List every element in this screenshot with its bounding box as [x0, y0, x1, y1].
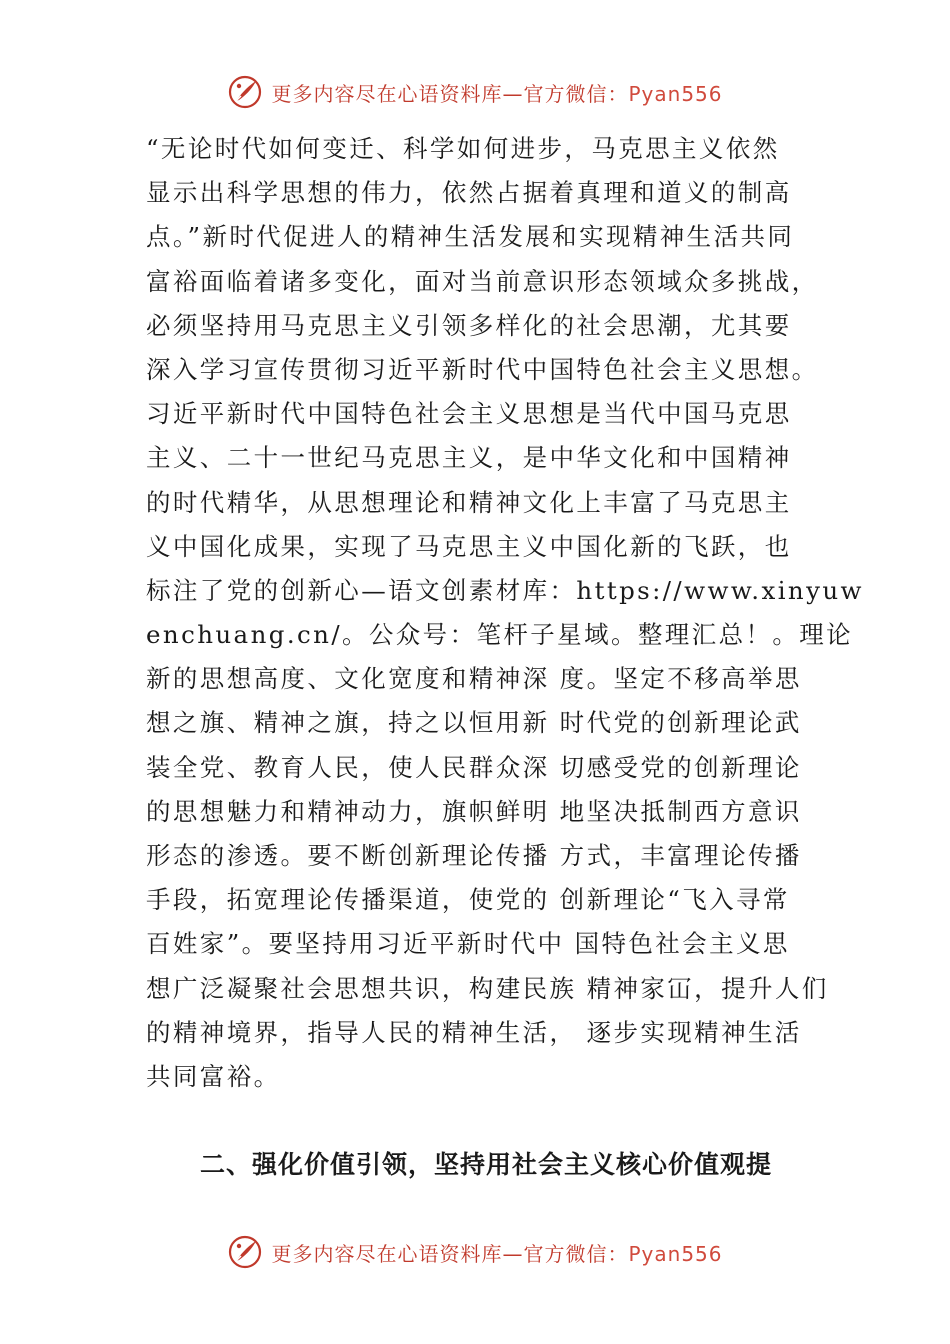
section-heading: 二、强化价值引领，坚持用社会主义核心价值观提 — [200, 1150, 773, 1179]
text-line: “无论时代如何变迁、科学如何进步，马克思主义依然 — [146, 134, 780, 163]
text-line: 想之旗、精神之旗，持之以恒用新 时代党的创新理论武 — [146, 708, 802, 738]
text-line: 共同富裕。 — [146, 1061, 281, 1091]
text-line: 义中国化成果，实现了马克思主义中国化新的飞跃，也 — [146, 531, 792, 561]
text-line: 标注了党的创新心—语文创素材库：https://www.xinyuw — [146, 575, 864, 605]
footer-banner-text: 更多内容尽在心语资料库—官方微信：Pyan556 — [271, 1241, 723, 1266]
text-line: 装全党、教育人民，使人民群众深 切感受党的创新理论 — [146, 752, 802, 782]
text-line: 形态的渗透。要不断创新理论传播 方式，丰富理论传播 — [146, 841, 802, 870]
text-line: 深入学习宣传贯彻习近平新时代中国特色社会主义思想。 — [146, 354, 819, 384]
header-banner — [0, 70, 950, 114]
text-line: 新的思想高度、文化宽度和精神深 度。坚定不移高举思 — [146, 664, 802, 694]
body-paragraph — [146, 127, 864, 1099]
footer-banner — [0, 1230, 950, 1274]
text-line: 想广泛凝聚社会思想共识，构建民族 精神家冚，提升人们 — [146, 973, 829, 1003]
feather-pen-logo-icon — [227, 74, 263, 110]
text-line: 主义、二十一世纪马克思主义，是中华文化和中国精神 — [146, 443, 792, 473]
text-line: 百姓家”。要坚持用习近平新时代中 国特色社会主义思 — [146, 929, 790, 959]
text-line: 点。”新时代促进人的精神生活发展和实现精神生活共同 — [146, 222, 795, 252]
header-banner-text: 更多内容尽在心语资料库—官方微信：Pyan556 — [271, 81, 723, 106]
text-line: 习近平新时代中国特色社会主义思想是当代中国马克思 — [146, 399, 792, 429]
text-line: 必须坚持用马克思主义引领多样化的社会思潮，尤其要 — [146, 310, 792, 340]
text-line: enchuang.cn/。公众号：笔杆子星域。整理汇总！。理论 — [146, 620, 854, 650]
text-line: 的思想魅力和精神动力，旗帜鲜明 地坚决抵制西方意识 — [146, 796, 802, 826]
text-line: 显示出科学思想的伟力，依然占据着真理和道义的制高 — [146, 178, 792, 208]
text-line: 富裕面临着诸多变化，面对当前意识形态领域众多挑战， — [146, 266, 819, 296]
text-line: 的时代精华，从思想理论和精神文化上丰富了马克思主 — [146, 487, 792, 517]
text-line: 手段，拓宽理论传播渠道，使党的 创新理论“飞入寻常 — [146, 885, 790, 915]
header-wechat-id: Pyan556 — [628, 81, 723, 106]
text-line: 的精神境界，指导人民的精神生活， 逐步实现精神生活 — [146, 1017, 802, 1047]
feather-pen-logo-icon — [227, 1234, 263, 1270]
footer-wechat-id: Pyan556 — [628, 1241, 723, 1266]
